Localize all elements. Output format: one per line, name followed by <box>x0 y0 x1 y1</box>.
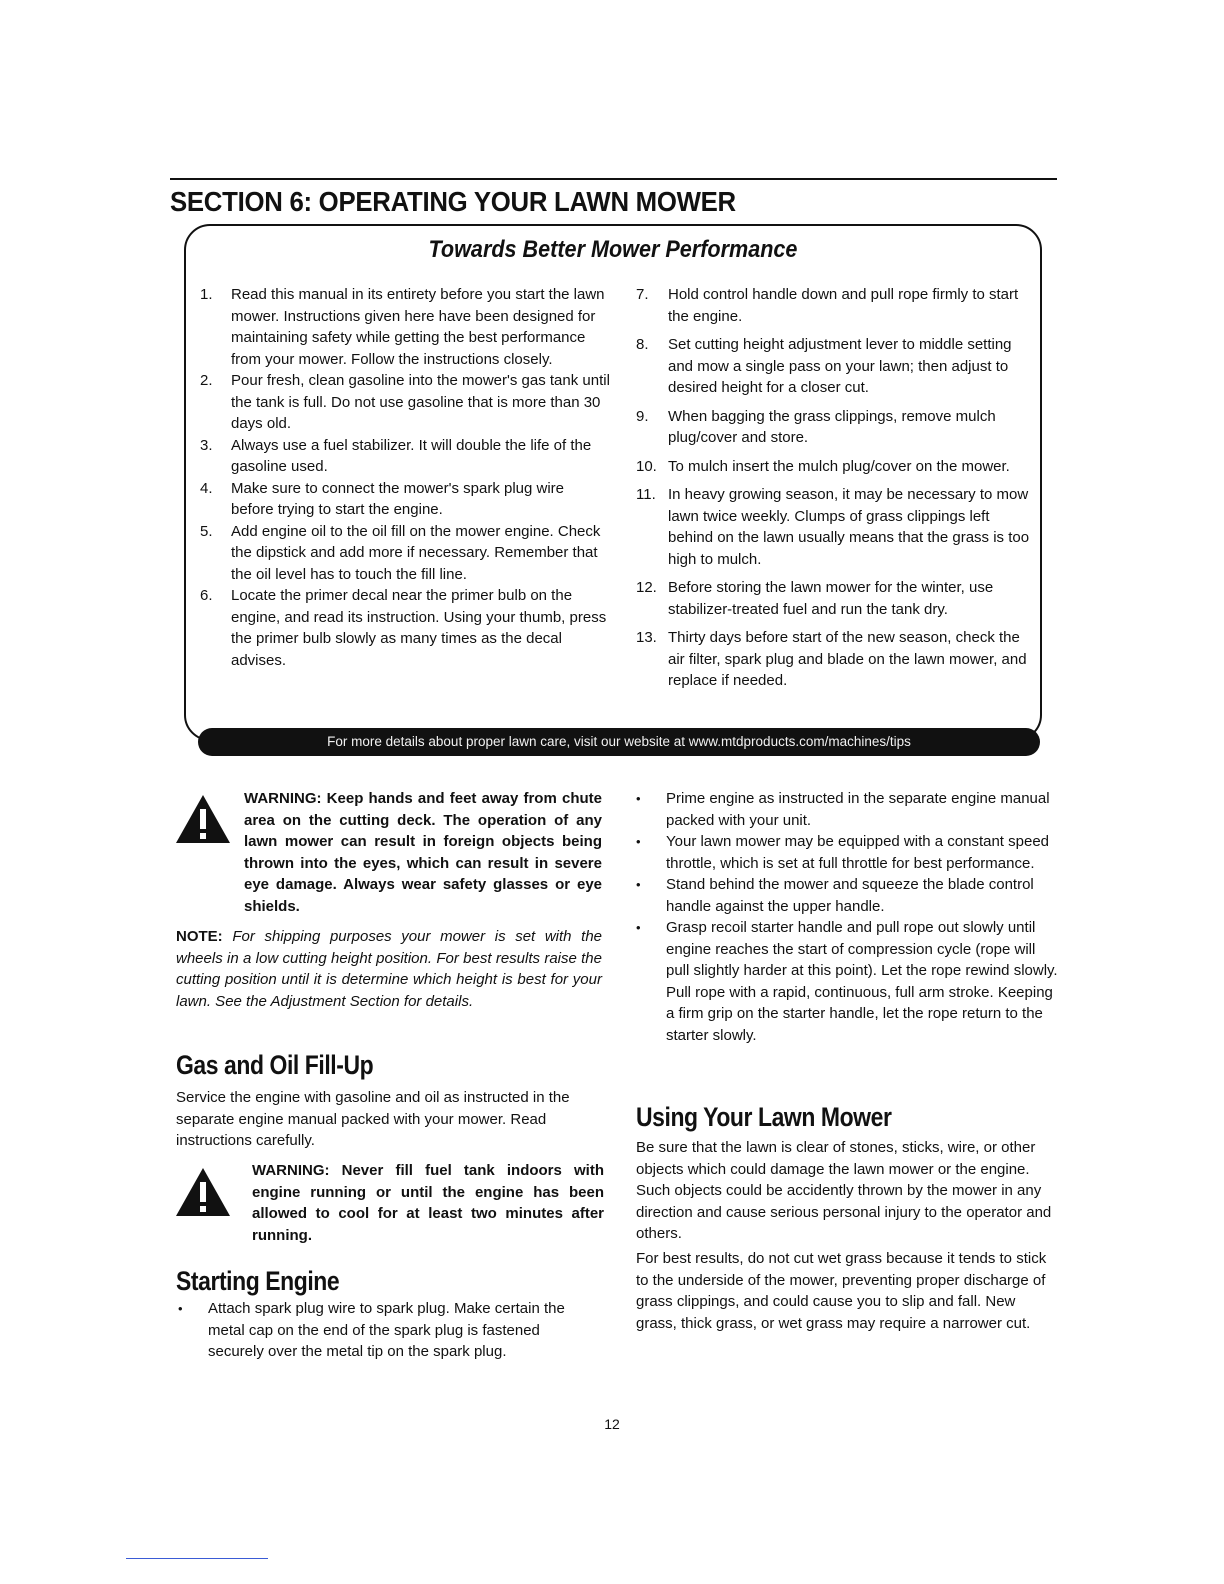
tip-item: 4. Make sure to connect the mower's spark plug wire before trying to start the engine. <box>200 479 565 518</box>
bottom-rule <box>126 1558 268 1559</box>
list-item: • Stand behind the mower and squeeze the blade control handle against the upper handle. <box>634 874 1058 917</box>
tips-list-left <box>200 284 610 671</box>
tip-item: 5. Add engine oil to the oil fill on the mower engine. Check the dipstick and add more if necessary. Remember that the oil level has to touch the fill line. <box>200 522 601 583</box>
warning-fuel: WARNING: Never fill fuel tank indoors with engine running or until the engine has been allowed to cool for at least two minutes after running. <box>252 1162 604 1244</box>
tip-item: 6. Locate the primer decal near the primer bulb on the engine, and read its instruction. Using your thumb, press the primer bulb slowly as many times as the decal advises. <box>200 587 607 669</box>
gas-oil-text: Service the engine with gasoline and oil as instructed in the separate engine manual packed with your mower. Read instructions carefully. <box>176 1089 570 1149</box>
website-banner[interactable]: For more details about proper lawn care, visit our website at www.mtdproducts.com/machines/tips <box>198 728 1040 756</box>
heading-gas-oil: Gas and Oil Fill-Up <box>176 1050 374 1080</box>
heading-using-mower: Using Your Lawn Mower <box>636 1102 892 1132</box>
list-item: • Your lawn mower may be equipped with a constant speed throttle, which is set at full throttle for best performance. <box>634 831 1058 874</box>
heading-starting-engine: Starting Engine <box>176 1266 340 1296</box>
note-body: For shipping purposes your mower is set with the wheels in a low cutting height position. For best results raise the cutting position until it is determine which height is best for your lawn. See the Adjustment Section for details. <box>176 928 602 1010</box>
tip-item: 3. Always use a fuel stabilizer. It will double the life of the gasoline used. <box>200 436 592 475</box>
using-paragraph-1: Be sure that the lawn is clear of stones, sticks, wire, or other objects which could damage the lawn mower or the engine. Such objects could be accidently thrown by the mower in any direction and cause serious personal injury to the operator and others. <box>636 1139 1052 1242</box>
tip-item: 7. Hold control handle down and pull rope firmly to start the engine. <box>636 286 1019 325</box>
page-number: 12 <box>604 1416 620 1432</box>
tip-item: 1. Read this manual in its entirety before you start the lawn mower. Instructions given here have been designed for maintaining safety while getting the best performance from your mower. Follow the instructions closely. <box>200 286 605 368</box>
list-item: • Attach spark plug wire to spark plug. Make certain the metal cap on the end of the spark plug is fastened securely over the metal tip on the spark plug. <box>176 1298 592 1363</box>
using-paragraph-2: For best results, do not cut wet grass because it tends to stick to the underside of the mower, preventing proper discharge of grass clippings, and could cause you to slip and fall. New grass, thick grass, or wet grass may require a narrower cut. <box>636 1250 1047 1332</box>
start-procedure-bullets <box>634 788 1058 1046</box>
tip-item: 12. Before storing the lawn mower for the winter, use stabilizer-treated fuel and run the tank dry. <box>636 579 994 618</box>
list-item: • Grasp recoil starter handle and pull rope out slowly until engine reaches the start of compression cycle (rope will pull slightly harder at this point). Let the rope rewind slowly. Pull rope with a rapid, continuous, full arm stroke. Keeping a firm grip on the starter handle, let the rope return to the starter slowly. <box>634 917 1058 1046</box>
list-item: • Prime engine as instructed in the separate engine manual packed with your unit. <box>634 788 1058 831</box>
tip-item: 10. To mulch insert the mulch plug/cover on the mower. <box>636 457 1010 475</box>
note-label: NOTE: <box>176 928 223 945</box>
starting-bullets <box>176 1298 592 1363</box>
top-rule <box>170 178 1057 180</box>
warning-chute: WARNING: Keep hands and feet away from chute area on the cutting deck. The operation of any lawn mower can result in foreign objects being thrown into the eyes, which can result in severe eye damage. Always wear safety glasses or eye shields. <box>244 790 602 915</box>
warning-icon <box>174 793 232 845</box>
tips-list-right <box>636 284 1036 699</box>
note-shipping <box>176 926 602 1012</box>
tip-item: 8. Set cutting height adjustment lever to middle setting and mow a single pass on your lawn; then adjust to desired height for a closer cut. <box>636 336 1012 396</box>
tip-item: 13. Thirty days before start of the new season, check the air filter, spark plug and blade on the lawn mower, and replace if needed. <box>636 629 1027 689</box>
section-title: SECTION 6: OPERATING YOUR LAWN MOWER <box>170 186 736 217</box>
tips-title: Towards Better Mower Performance <box>428 236 798 263</box>
tip-item: 9. When bagging the grass clippings, remove mulch plug/cover and store. <box>636 407 996 446</box>
warning-icon <box>174 1166 232 1218</box>
tip-item: 2. Pour fresh, clean gasoline into the mower's gas tank until the tank is full. Do not use gasoline that is more than 30 days old. <box>200 372 610 432</box>
tip-item: 11. In heavy growing season, it may be necessary to mow lawn twice weekly. Clumps of grass clippings left behind on the lawn usually means that the grass is too high to mulch. <box>636 486 1030 568</box>
